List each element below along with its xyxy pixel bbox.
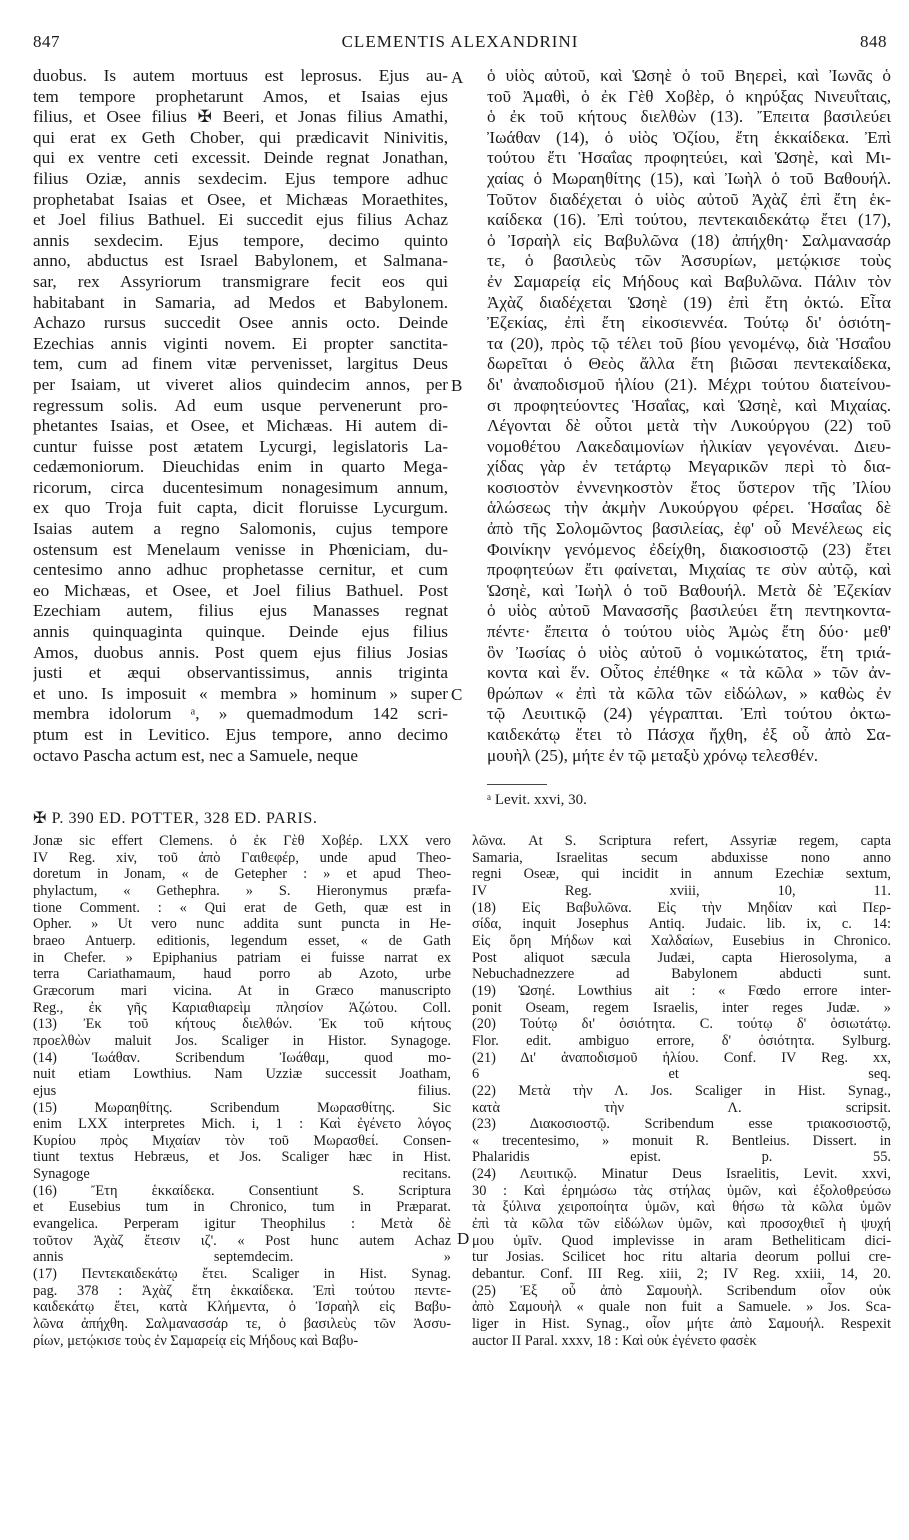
greek-text-line: ὃν Ἰωσίας ὁ υἱὸς αὐτοῦ ὁ νομικώτατος, ἔτη τριά- xyxy=(487,642,891,662)
note-line: IV Reg. xviii, 10, 11. xyxy=(472,882,891,899)
note-line: (20) Τούτῳ δι' ὁσιότητα. C. τούτῳ δ' ὁσιωτάτῳ. xyxy=(472,1016,891,1033)
note-line: (18) Εἰς Βαβυλῶνα. Εἰς τὴν Μηδίαν καὶ Περ- xyxy=(472,899,891,916)
greek-text-line: ὁ υἱὸς αὐτοῦ, καὶ Ὡσηὲ ὁ τοῦ Βηερεὶ, καὶ Ἰωνᾶς ὁ xyxy=(487,66,891,85)
note-line: (15) Μωραηθίτης. Scribendum Μωρασθίτης. Sic xyxy=(33,1099,451,1116)
note-line: braeo Antuerp. editionis, legendum esset, « de Gath xyxy=(33,932,451,949)
latin-text-line: phetantes Isaias, et Osee, et Michæas. Hi autem di- xyxy=(33,416,448,436)
greek-text-line: Ἐζεκίας, ἐπὶ ἔτη εἰκοσιεννέα. Τούτῳ δι' ὁσιότη- xyxy=(487,313,891,333)
note-line: Samaria, Israelitas secum abduxisse nono anno xyxy=(472,849,891,866)
greek-text-line: τῷ Λευιτικῷ (24) γέγραπται. Ἐπὶ τούτου ὀκτω- xyxy=(487,704,891,724)
latin-text-line: regressum solis. Ad eum usque pervenerunt pro- xyxy=(33,395,448,415)
note-line: pag. 378 : Ἀχὰζ ἔτη ἑκκαίδεκα. Ἐπὶ τούτου πεντε- xyxy=(33,1282,451,1299)
greek-text-line: τα (20), πρὸς τῷ τέλει τοῦ βίου γενομένῳ, διὰ Ἡσαΐου xyxy=(487,333,891,353)
note-line: in Chefer. » Epiphanius patriam ei fuisse narrat ex xyxy=(33,949,451,966)
note-line: terra Cariathamaum, haud porro ab Azoto, urbe xyxy=(33,966,451,983)
margin-letter-d: D xyxy=(457,1229,470,1248)
greek-text-line: ὁ υἱὸς αὐτοῦ Μανασσῆς βασιλεύει ἔτη πεντηκοντα- xyxy=(487,601,891,621)
note-line: ρίων, μετῴκισε τοὺς ἐν Σαμαρείᾳ εἰς Μήδους καὶ Βαβυ- xyxy=(33,1332,359,1349)
note-line: ponit Oseam, regem Israelis, inter reges Judæ. » xyxy=(472,999,891,1016)
greek-text-line: Ἰωάθαν (14), ὁ υἱὸς Ὀζίου, ἔτη ἑκκαίδεκα. Ἐπὶ xyxy=(487,127,891,147)
greek-text-line: ἁλώσεως τὴν ἀκμὴν Λυκούργου φέρει. Ἡσαΐας δὲ xyxy=(487,498,891,518)
note-line: 30 : Καὶ ἐρημώσω τὰς στήλας ὑμῶν, καὶ ἐξολοθρεύσω xyxy=(472,1182,891,1199)
note-line: Græcorum mari vicina. At in Græco manuscripto xyxy=(33,982,451,999)
latin-text-line: justi et æqui observantissimus, annis triginta xyxy=(33,663,448,683)
note-line: Εἰς ὅρη Μήδων καὶ Χαλδαίων, Eusebius in Chronico. xyxy=(472,932,891,949)
greek-text-line: ἀπὸ τῆς Σολομῶντος βασιλείας, ἐφ' οὗ Μενέλεως εἰς xyxy=(487,519,891,539)
footnote-rule xyxy=(487,784,547,785)
note-line: (25) Ἐξ οὗ ἀπὸ Σαμουὴλ. Scribendum οἷον οὐκ xyxy=(472,1282,891,1299)
latin-text-line: anno, abductus est Israel Babylonem, et Salmana- xyxy=(33,251,448,271)
greek-text-line: μουὴλ (25), μήτε ἐν τῷ μεταξὺ χρόνῳ τελεσθέν. xyxy=(487,745,819,765)
greek-text-line: χίδας γὰρ ἐν τετάρτῳ Μεγαρικῶν περὶ τὸ δια- xyxy=(487,457,891,477)
margin-letter-b: B xyxy=(451,376,463,395)
greek-text-line: δι' ἀναποδισμοῦ ἡλίου (21). Μέχρι τούτου διατείνου- xyxy=(487,374,891,394)
notes-left-column xyxy=(33,833,451,1533)
note-line: debantur. Conf. III Reg. xiii, 2; IV Reg. xxiii, 14, 20. xyxy=(472,1266,891,1283)
greek-text-line: Τοῦτον διαδέχεται ὁ υἱὸς αὐτοῦ Ἀχὰζ ἐπὶ ἔτη ἑκ- xyxy=(487,189,891,209)
note-line: tione Comment. : « Qui erat de Geth, quæ est in xyxy=(33,899,451,916)
note-line: ejus filius. xyxy=(33,1082,451,1099)
note-line: μου ὑμῖν. Quod implevisse in aram Betheliticam dici- xyxy=(472,1232,891,1249)
greek-text-line: τούτου ἔτι Ἡσαΐας προφητεύει, καὶ Ὡσηὲ, καὶ Μι- xyxy=(487,148,891,168)
greek-text-line: καιδεκάτῳ ἔτει τὸ Πάσχα ἤχθη, ἐξ οὗ ἀπὸ Σα- xyxy=(487,725,891,744)
greek-text-line: τοῦ Ἀμαθὶ, ὁ ἐκ Γὲθ Χοβὲρ, ὁ κηρύξας Νινευΐταις, xyxy=(487,86,891,106)
latin-text-line: Ezechias annis viginti novem. Ei propter sanctita- xyxy=(33,333,448,353)
greek-text-line: νομοθέτου Λακεδαιμονίων ἡλικίαν γεγονέναι. Διευ- xyxy=(487,436,891,456)
greek-text-line: ὁ Ἰσραὴλ εἰς Βαβυλῶνα (18) ἀπήχθη· Σαλμανασάρ xyxy=(487,230,891,250)
note-line: Κυρίου πρὸς Μιχαίαν τὸν τοῦ Μωρασθεί. Consen- xyxy=(33,1132,451,1149)
latin-text-line: membra idolorum ᵃ, » quemadmodum 142 scri- xyxy=(33,704,448,724)
note-line: Phalaridis epist. p. 55. xyxy=(472,1149,891,1166)
greek-text-line: Ὡσηὲ, καὶ Ἰωὴλ ὁ τοῦ Βαθουήλ. Μετὰ δὲ Ἐζεκίαν xyxy=(487,580,891,600)
latin-text-line: centesimo anno adhuc prophetasse cernitur, et cum xyxy=(33,560,448,580)
latin-text-line: ostensum est Menelaum venisse in Phœniciam, du- xyxy=(33,539,448,559)
note-line: doretum in Jonam, « de Getepher : » et apud Theo- xyxy=(33,866,451,883)
greek-text-line: καίδεκα (16). Ἐπὶ τούτου, πεντεκαιδεκάτῳ ἔτει (17), xyxy=(487,210,891,230)
latin-text-line: Isaias autem a regno Salomonis, cujus tempore xyxy=(33,519,448,539)
latin-text-line: Ezechiam autem, filius ejus Manasses regnat xyxy=(33,601,448,621)
note-line: IV Reg. xiv, τοῦ ἀπὸ Γαιθεφέρ, unde apud Theo- xyxy=(33,849,451,866)
greek-text-line: θρώπων « ἐπὶ τὰ κῶλα τῶν εἰδώλων, » καθὼς ἐν xyxy=(487,683,891,703)
edition-reference: ✠ P. 390 ED. POTTER, 328 ED. PARIS. xyxy=(33,810,318,827)
greek-text-line: χαίας ὁ Μωραηθίτης (15), καὶ Ἰωὴλ ὁ τοῦ Βαθουήλ. xyxy=(487,168,891,188)
greek-text-line: σι προφητεύοντες Ἡσαΐας, καὶ Ὡσηὲ, καὶ Μιχαίας. xyxy=(487,395,891,415)
note-line: (14) Ἰωάθαν. Scribendum Ἰωάθαμ, quod mo- xyxy=(33,1049,451,1066)
greek-text-line: Φοινίκην γενόμενος ἐδείχθη, διακοσιοστῷ (23) ἔτει xyxy=(487,539,891,559)
latin-text-line: et Joel filius Bathuel. Ei succedit ejus filius Achaz xyxy=(33,210,448,230)
latin-text-line: habitabant in Samaria, ad Medos et Babylonem. xyxy=(33,292,448,312)
note-line: (24) Λευιτικῷ. Minatur Deus Israelitis, Levit. xxvi, xyxy=(472,1166,891,1183)
page-number-left: 847 xyxy=(33,32,60,51)
latin-text-line: ex quo Troja fuit capta, dicit floruisse Lycurgum. xyxy=(33,498,448,518)
latin-text-line: per Isaiam, ut viveret alios quindecim annos, per xyxy=(33,374,448,394)
note-line: Jonæ sic effert Clemens. ὁ ἐκ Γὲθ Χοβέρ. LXX vero xyxy=(33,833,451,849)
note-line: (16) Ἔτη ἑκκαίδεκα. Consentiunt S. Scriptura xyxy=(33,1182,451,1199)
note-line: auctor II Paral. xxxv, 18 : Καὶ οὐκ ἐγένετο φασὲκ xyxy=(472,1332,757,1349)
greek-text-line: Ἀχὰζ διαδέχεται Ὡσηὲ (19) ἐπὶ ἔτη ὀκτώ. Εἶτα xyxy=(487,292,891,312)
note-line: σίδα, inquit Josephus Antiq. Judaic. lib. ix, c. 14: xyxy=(472,916,891,933)
note-line: evangelica. Perperam igitur Theophilus : Μετὰ δὲ xyxy=(33,1216,451,1233)
latin-text-line: cuntur fuisse post ætatem Lycurgi, legislatoris La- xyxy=(33,436,448,456)
note-line: (21) Δι' ἀναποδισμοῦ ἡλίου. Conf. IV Reg. xx, xyxy=(472,1049,891,1066)
page-header xyxy=(33,32,887,54)
latin-text-line: prophetabat Isaias et Osee, et Michæas Moraethites, xyxy=(33,189,448,209)
greek-footnote: ᵃ Levit. xxvi, 30. xyxy=(487,792,587,808)
note-line: τὰ ξύλινα χειροποίητα ὑμῶν, καὶ θήσω τὰ κῶλα ὑμῶν xyxy=(472,1199,891,1216)
latin-text-line: et uno. Is imposuit « membra » hominum » super xyxy=(33,683,448,703)
note-line: « trecentesimo, » monuit R. Bentleius. Dissert. in xyxy=(472,1132,891,1149)
latin-text-line: octavo Pascha actum est, nec a Samuele, neque xyxy=(33,745,359,765)
note-line: Opher. » Ut vero nunc addita sunt puncta in He- xyxy=(33,916,451,933)
note-line: (23) Διακοσιοστῷ. Scribendum esse τριακοσιοστῷ, xyxy=(472,1116,891,1133)
greek-text-line: τε, ὁ βασιλεὺς τῶν Ἀσσυρίων, μετῴκισε τοὺς xyxy=(487,251,891,271)
latin-text-line: ptum est in Levitico. Ejus tempore, anno decimo xyxy=(33,725,448,744)
latin-text-line: sar, rex Assyriorum transmigrare fecit eos qui xyxy=(33,271,448,291)
note-line: et Eusebius tum in Chronico, tum in Præparat. xyxy=(33,1199,451,1216)
greek-text-line: προφητεύων ἔτι φαίνεται, Μιχαίας τε σὺν αὐτῷ, καὶ xyxy=(487,560,891,580)
note-line: (17) Πεντεκαιδεκάτῳ ἔτει. Scaliger in Hist. Synag. xyxy=(33,1266,451,1283)
latin-text-line: cedæmoniorum. Dieuchidas enim in quarto Mega- xyxy=(33,457,448,477)
note-line: Reg., ἐκ γῆς Καριαθιαρεὶμ πλησίον Ἀζώτου. Coll. xyxy=(33,999,451,1016)
page-number-right: 848 xyxy=(860,32,887,51)
note-line: προελθὼν maluit Jos. Scaliger in Histor. Synagoge. xyxy=(33,1032,451,1049)
latin-text-line: filius Oziæ, annis sexdecim. Ejus tempore adhuc xyxy=(33,168,448,188)
note-line: Synagoge recitans. xyxy=(33,1166,451,1183)
notes-right-column xyxy=(472,833,891,1533)
note-line: annis septemdecim. » xyxy=(33,1249,451,1266)
latin-text-line: qui ex ventre ceti excessit. Deinde regnat Jonathan, xyxy=(33,148,448,168)
greek-main-column xyxy=(487,66,891,808)
note-line: liger in Hist. Synag., οἷον μήτε ἀπὸ Σαμουήλ. Respexit xyxy=(472,1316,891,1333)
latin-text-line: eo Michæas, et Osee, et Joel filius Bathuel. Post xyxy=(33,580,448,600)
latin-text-line: duobus. Is autem mortuus est leprosus. Ejus au- xyxy=(33,66,448,85)
note-line: (13) Ἐκ τοῦ κήτους διελθών. Ἐκ τοῦ κήτους xyxy=(33,1016,451,1033)
note-line: ἀπὸ Σαμουὴλ « quale non fuit a Samuele. » Jos. Sca- xyxy=(472,1299,891,1316)
note-line: Nebuchadnezzere ad Babylonem abducti sunt. xyxy=(472,966,891,983)
greek-text-line: ὁ ἐκ τοῦ κήτους διελθὼν (13). Ἔπειτα βασιλεύει xyxy=(487,107,891,127)
latin-text-line: filius, et Osee filius ✠ Beeri, et Jonas filius Amathi, xyxy=(33,107,448,127)
note-line: λῶνα. At S. Scriptura refert, Assyriæ regem, capta xyxy=(472,833,891,849)
note-line: τοῦτον Ἀχὰζ ἔτεσιν ιζ'. « Post hunc autem Achaz xyxy=(33,1232,451,1249)
latin-text-line: annis quinquaginta quinque. Deinde ejus filius xyxy=(33,622,448,642)
greek-text-line: κοσιοστὸν ἐννενηκοστὸν ἔτος ὕστερον τῆς Ἰλίου xyxy=(487,477,891,497)
note-line: Post aliquot sæcula Judæi, capta Hierosolyma, a xyxy=(472,949,891,966)
note-line: tiunt textus Hebræus, et Jos. Scaliger hæc in Hist. xyxy=(33,1149,451,1166)
note-line: regni Oseæ, qui incidit in annum Ezechiæ sextum, xyxy=(472,866,891,883)
note-line: tur Josias. Scilicet hoc ritu altaria deorum pollui cre- xyxy=(472,1249,891,1266)
running-title: CLEMENTIS ALEXANDRINI xyxy=(341,32,579,51)
greek-text-line: πέντε· ἔπειτα ὁ τούτου υἱὸς Ἀμὼς ἔτη δύο· μεθ' xyxy=(487,622,891,642)
note-line: καιδεκάτῳ ἔτει, κατὰ Κλήμεντα, ὁ Ἰσραὴλ εἰς Βαβυ- xyxy=(33,1299,451,1316)
note-line: phylactum, « Gethephra. » S. Hieronymus præfa- xyxy=(33,882,451,899)
latin-text-line: tem, cum ad finem vitæ pervenisset, largitus Deus xyxy=(33,354,448,374)
margin-letter-a: A xyxy=(451,68,464,87)
margin-letter-c: C xyxy=(451,685,463,704)
note-line: enim LXX interpretes Mich. i, 1 : Καὶ ἐγένετο λόγος xyxy=(33,1116,451,1133)
greek-text-line: Λέγονται δὲ οὗτοι μετὰ τὴν Λυκούργου (22) τοῦ xyxy=(487,416,891,436)
latin-text-line: tem tempore prophetarunt Amos, et Isaias ejus xyxy=(33,86,448,106)
greek-text-line: κοντα καὶ ἕν. Οὗτος ἐπέθηκε « τὰ κῶλα » τῶν ἀν- xyxy=(487,663,891,683)
latin-text-line: Amos, duobus annis. Post quem ejus filius Josias xyxy=(33,642,448,662)
note-line: (19) Ὡσηέ. Lowthius ait : « Fœdo errore inter- xyxy=(472,982,891,999)
note-line: κατὰ τὴν Λ. scripsit. xyxy=(472,1099,891,1116)
note-line: λῶνα ἀπήχθη. Σαλμανασσάρ τε, ὁ βασιλεὺς τῶν Ἀσσυ- xyxy=(33,1316,451,1333)
note-line: 6 et seq. xyxy=(472,1066,891,1083)
note-line: Flor. edit. ambiguo errore, δ' ὁσιότητα. Sylburg. xyxy=(472,1032,891,1049)
latin-text-line: annis sexdecim. Ejus tempore, decimo quinto xyxy=(33,230,448,250)
latin-main-column xyxy=(33,66,448,808)
latin-text-line: qui erat ex Geth Chober, qui prædicavit Ninivitis, xyxy=(33,127,448,147)
greek-text-line: ἐν Σαμαρείᾳ εἰς Μήδους καὶ Βαβυλῶνα. Πάλιν τὸν xyxy=(487,271,891,291)
greek-text-line: δωρεῖται ὁ Θεὸς ἄλλα ἔτη βιῶσαι πεντεκαίδεκα, xyxy=(487,354,891,374)
note-line: (22) Μετὰ τὴν Λ. Jos. Scaliger in Hist. Synag., xyxy=(472,1082,891,1099)
note-line: ἐπὶ τὰ κῶλα τῶν εἰδώλων ὑμῶν, καὶ προσοχθιεῖ ἡ ψυχή xyxy=(472,1216,891,1233)
latin-text-line: ricorum, circa ducentesimum nonagesimum annum, xyxy=(33,477,448,497)
latin-text-line: Achazo rursus succedit Osee annis octo. Deinde xyxy=(33,313,448,333)
note-line: nuit etiam Lowthius. Nam Uzziæ successit Joatham, xyxy=(33,1066,451,1083)
